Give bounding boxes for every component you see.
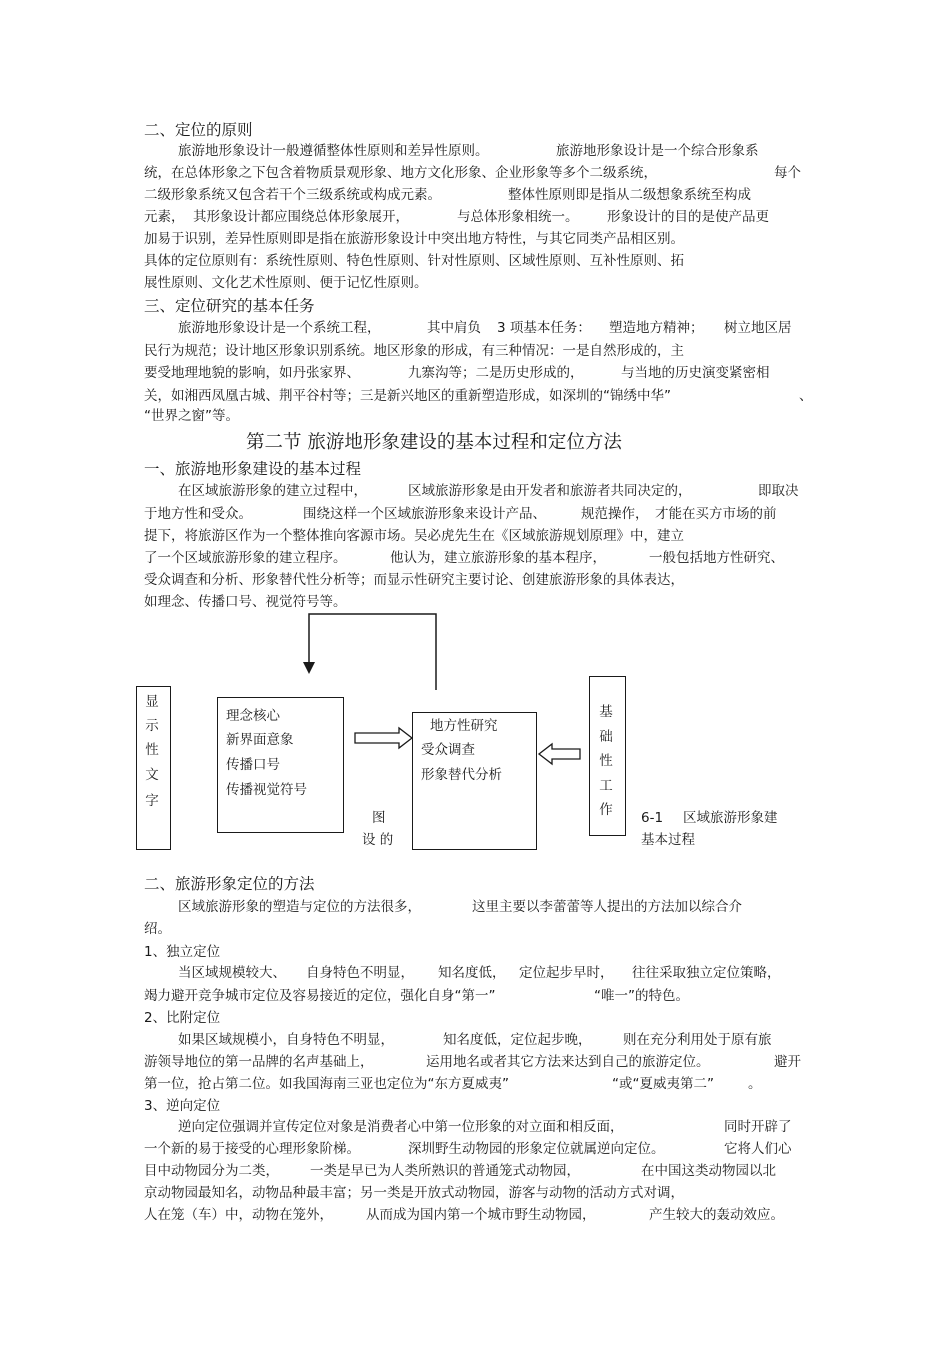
expression-item: 新界面意象 — [226, 732, 294, 748]
body-text: 了一个区域旅游形象的建立程序。 — [144, 550, 347, 566]
body-text: 知名度低，定位起步晚， — [443, 1032, 592, 1048]
body-text: 避开 — [774, 1054, 801, 1070]
body-text: 逆向定位强调并宣传定位对象是消费者心中第一位形象的对立面和相反面， — [178, 1119, 624, 1135]
body-text: 第一位，抢占第二位。如我国海南三亚也定位为“东方夏威夷” — [144, 1076, 509, 1092]
hollow-arrow-right — [355, 728, 412, 748]
foundation-work-char: 性 — [599, 753, 613, 769]
body-text: 深圳野生动物园的形象定位就属逆向定位。 — [408, 1141, 665, 1157]
body-text: 他认为，建立旅游形象的基本程序， — [390, 550, 606, 566]
display-text-char: 显 — [145, 694, 159, 710]
heading-positioning-principles: 二、定位的原则 — [144, 121, 253, 139]
body-text: 人在笼（车）中，动物在笼外， — [144, 1207, 333, 1223]
body-text: 从而成为国内第一个城市野生动物园， — [366, 1207, 596, 1223]
body-text: 加易于识别，差异性原则即是指在旅游形象设计中突出地方特性，与其它同类产品相区别。 — [144, 231, 684, 247]
body-text: 其中肩负 — [427, 320, 481, 336]
display-text-char: 字 — [145, 793, 159, 809]
body-text: 运用地名或者其它方法来达到自己的旅游定位。 — [426, 1054, 710, 1070]
feedback-arrowhead — [303, 662, 315, 674]
figure-caption-number: 6-1 — [641, 810, 664, 826]
body-text: 游领导地位的第一品牌的名声基础上， — [144, 1054, 374, 1070]
figure-label: 设 的 — [362, 832, 394, 848]
body-text: 即取决 — [758, 483, 799, 499]
body-text: 与总体形象相统一。 — [457, 209, 579, 225]
figure-caption: 基本过程 — [641, 832, 695, 848]
body-text: 其形象设计都应围绕总体形象展开， — [193, 209, 409, 225]
body-text: 它将人们心 — [724, 1141, 792, 1157]
method-heading: 1、独立定位 — [144, 944, 221, 960]
heading-positioning-tasks: 三、定位研究的基本任务 — [144, 297, 315, 315]
research-item: 受众调查 — [421, 742, 475, 758]
body-text: 围绕这样一个区域旅游形象来设计产品、 — [303, 506, 546, 522]
body-text: 3 项基本任务： — [497, 320, 591, 336]
section-title: 第二节 旅游地形象建设的基本过程和定位方法 — [246, 432, 622, 453]
body-text: 这里主要以李蕾蕾等人提出的方法加以综合介 — [472, 899, 742, 915]
body-text: 提下，将旅游区作为一个整体推向客源市场。吴必虎先生在《区域旅游规划原理》中，建立 — [144, 528, 684, 544]
body-text: 民行为规范；设计地区形象识别系统。地区形象的形成，有三种情况：一是自然形成的，主 — [144, 343, 684, 359]
hollow-arrow-left — [539, 744, 580, 764]
body-text: “或“夏威夷第二” — [612, 1076, 714, 1092]
body-text: 形象设计的目的是使产品更 — [607, 209, 769, 225]
figure-caption: 区域旅游形象建 — [683, 810, 778, 826]
body-text: 受众调查和分析、形象替代性分析等；而显示性研究主要讨论、创建旅游形象的具体表达， — [144, 572, 684, 588]
body-text: 统，在总体形象之下包含着物质景观形象、地方文化形象、企业形象等多个二级系统， — [144, 165, 657, 181]
body-text: 一般包括地方性研究、 — [649, 550, 784, 566]
body-text: 区域旅游形象的塑造与定位的方法很多， — [178, 899, 421, 915]
body-text: 一类是早已为人类所熟识的普通笼式动物园， — [310, 1163, 580, 1179]
body-text: 九寨沟等；二是历史形成的， — [408, 365, 584, 381]
expression-item: 理念核心 — [226, 708, 280, 724]
body-text: 塑造地方精神； — [609, 320, 704, 336]
body-text: 展性原则、文化艺术性原则、便于记忆性原则。 — [144, 275, 428, 291]
body-text: 规范操作， — [581, 506, 649, 522]
figure-label: 图 — [372, 810, 386, 826]
body-text: 如果区域规模小，自身特色不明显， — [178, 1032, 394, 1048]
body-text: 旅游地形象设计是一个系统工程， — [178, 320, 381, 336]
method-heading: 2、比附定位 — [144, 1010, 221, 1026]
body-text: 区域旅游形象是由开发者和旅游者共同决定的， — [408, 483, 692, 499]
body-text: 每个 — [774, 165, 801, 181]
research-item: 地方性研究 — [430, 718, 498, 734]
body-text: 。 — [748, 1076, 762, 1092]
research-item: 形象替代分析 — [421, 767, 502, 783]
body-text: 在区域旅游形象的建立过程中， — [178, 483, 367, 499]
body-text: 旅游地形象设计是一个综合形象系 — [556, 143, 759, 159]
feedback-line — [309, 614, 436, 690]
body-text: 如理念、传播口号、视觉符号等。 — [144, 594, 347, 610]
body-text: 当区域规模较大、 — [178, 965, 286, 981]
body-text: 则在充分利用处于原有旅 — [623, 1032, 772, 1048]
body-text: 一个新的易于接受的心理形象阶梯。 — [144, 1141, 360, 1157]
display-text-char: 文 — [145, 767, 159, 783]
expression-item: 传播口号 — [226, 757, 280, 773]
body-text: 自身特色不明显， — [306, 965, 414, 981]
body-text: 竭力避开竞争城市定位及容易接近的定位，强化自身“第一” — [144, 988, 496, 1004]
foundation-work-char: 作 — [599, 802, 613, 818]
body-text: 树立地区居 — [724, 320, 792, 336]
method-heading: 3、逆向定位 — [144, 1098, 221, 1114]
body-text: 同时开辟了 — [724, 1119, 792, 1135]
display-text-char: 性 — [145, 742, 159, 758]
body-text: 绍。 — [144, 921, 171, 937]
body-text: 定位起步早时， — [519, 965, 614, 981]
body-text: 具体的定位原则有：系统性原则、特色性原则、针对性原则、区域性原则、互补性原则、拓 — [144, 253, 684, 269]
body-text: 、 — [799, 388, 813, 404]
body-text: 才能在买方市场的前 — [655, 506, 777, 522]
body-text: 整体性原则即是指从二级想象系统至构成 — [508, 187, 751, 203]
body-text: 二级形象系统又包含若干个三级系统或构成元素。 — [144, 187, 441, 203]
body-text: 与当地的历史演变紧密相 — [621, 365, 770, 381]
body-text: “世界之窗”等。 — [144, 408, 239, 424]
body-text: 元素， — [144, 209, 185, 225]
body-text: 产生较大的轰动效应。 — [649, 1207, 784, 1223]
body-text: 在中国这类动物园以北 — [641, 1163, 776, 1179]
foundation-work-char: 础 — [599, 729, 613, 745]
body-text: 关，如湘西凤凰古城、荆平谷村等；三是新兴地区的重新塑造形成，如深圳的“锦绣中华” — [144, 388, 671, 404]
foundation-work-char: 基 — [599, 704, 613, 720]
heading-construction-process: 一、旅游地形象建设的基本过程 — [144, 460, 362, 478]
display-text-char: 示 — [145, 718, 159, 734]
body-text: 目中动物园分为二类， — [144, 1163, 279, 1179]
body-text: “唯一”的特色。 — [594, 988, 689, 1004]
body-text: 旅游地形象设计一般遵循整体性原则和差异性原则。 — [178, 143, 489, 159]
body-text: 知名度低， — [438, 965, 506, 981]
body-text: 要受地理地貌的影响，如丹张家界、 — [144, 365, 360, 381]
heading-positioning-methods: 二、旅游形象定位的方法 — [144, 875, 315, 893]
foundation-work-char: 工 — [599, 778, 613, 794]
expression-item: 传播视觉符号 — [226, 782, 307, 798]
body-text: 于地方性和受众。 — [144, 506, 252, 522]
body-text: 京动物园最知名，动物品种最丰富；另一类是开放式动物园，游客与动物的活动方式对调， — [144, 1185, 684, 1201]
body-text: 往往采取独立定位策略， — [632, 965, 781, 981]
